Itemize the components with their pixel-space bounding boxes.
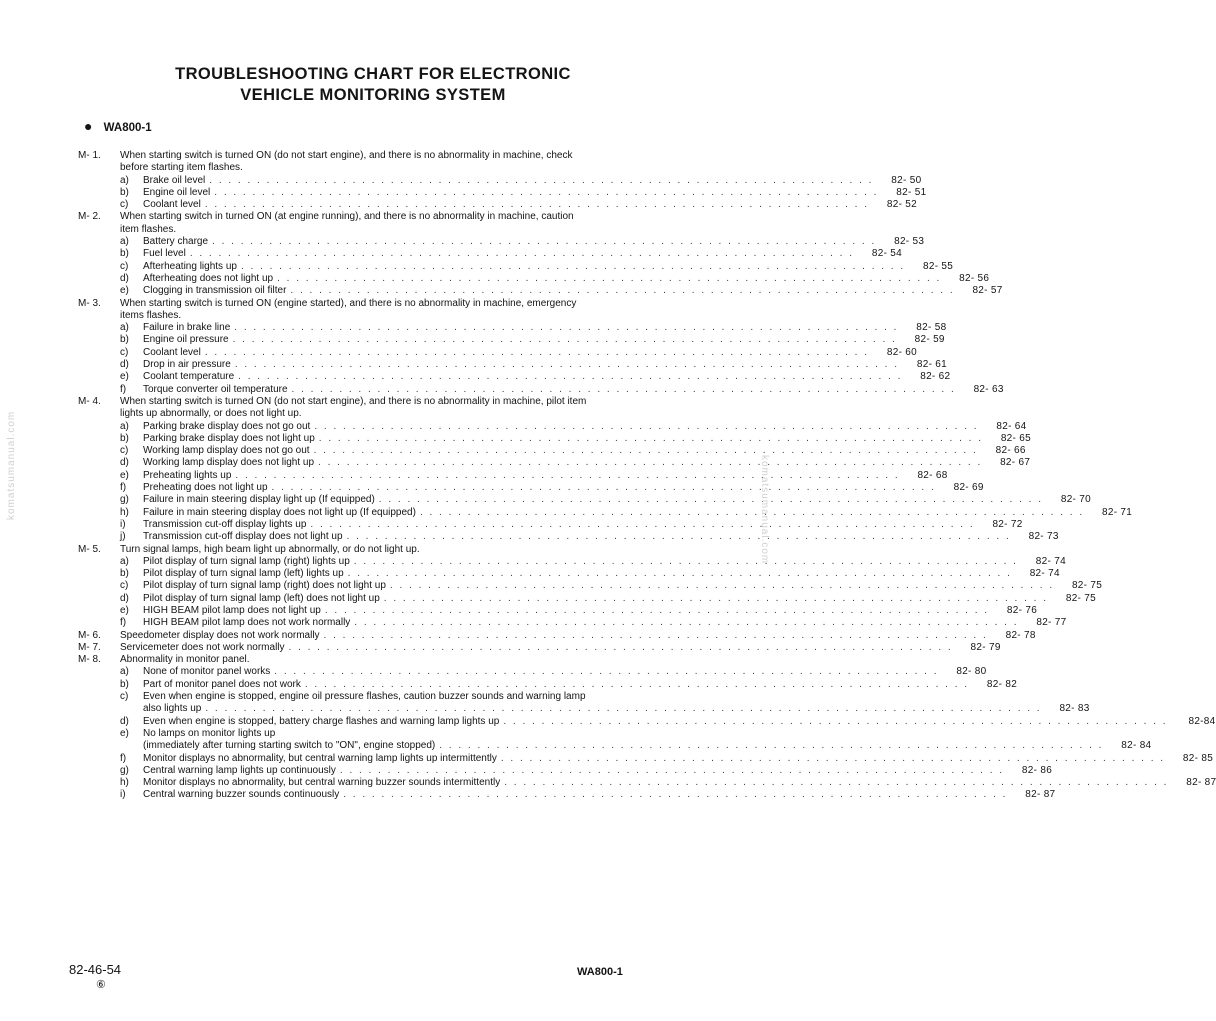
index-entry: a) Pilot display of turn signal lamp (right) lights up . . . . . . . . . . . . . . . . . . . . . . . . . . . . . . . . . . . . . . . . . . . . . . . . . . . . . . . . . . . . . . . . . . . . . . 82- 74 <box>120 555 1066 567</box>
section-heading <box>78 544 668 556</box>
entry-label: Monitor displays no abnormality, but central warning buzzer sounds intermittently <box>143 777 501 789</box>
title-line-1: TROUBLESHOOTING CHART FOR ELECTRONIC <box>175 65 571 83</box>
entry-letter: b) <box>120 568 129 580</box>
entry-letter: c) <box>120 346 129 358</box>
entry-letter: h) <box>120 777 129 789</box>
section-heading <box>78 211 668 236</box>
entry-label: HIGH BEAM pilot lamp does not light up <box>143 604 321 616</box>
index-entry: i) Transmission cut-off display lights up . . . . . . . . . . . . . . . . . . . . . . . . . . . . . . . . . . . . . . . . . . . . . . . . . . . . . . . . . . . . . . . . . . . . . . 82- 72 <box>120 518 1023 530</box>
entry-page: 82- 75 <box>1071 580 1103 592</box>
section-text: When starting switch is turned ON (engine started), and there is no abnormality in machine, emergency items flashes. <box>120 297 577 321</box>
entry-label: Preheating does not light up <box>143 482 268 494</box>
entry-letter: b) <box>120 678 129 690</box>
entry-letter: f) <box>120 617 127 629</box>
footer-page-number: 82-46-54 <box>69 962 122 977</box>
section-code: M- 5. <box>78 543 101 555</box>
entry-page: 82- 86 <box>1021 764 1053 776</box>
index-entry: a) Parking brake display does not go out . . . . . . . . . . . . . . . . . . . . . . . . . . . . . . . . . . . . . . . . . . . . . . . . . . . . . . . . . . . . . . . . . . . . . . 82- 64 <box>120 420 1027 432</box>
entry-page: 82- 61 <box>916 359 947 371</box>
entry-label: Fuel level <box>143 248 186 260</box>
entry-letter: e) <box>120 285 129 297</box>
entry-label: Coolant level <box>143 199 201 211</box>
entry-letter: i) <box>120 518 126 530</box>
section-code: M- 3. <box>78 297 101 309</box>
entry-letter: e) <box>120 469 129 481</box>
section-text: Turn signal lamps, high beam light up abnormally, or do not light up. <box>120 543 420 555</box>
entry-letter: e) <box>120 371 129 383</box>
entry-label: Pilot display of turn signal lamp (left) lights up <box>143 568 344 580</box>
index-entry: b) Fuel level . . . . . . . . . . . . . . . . . . . . . . . . . . . . . . . . . . . . . . . . . . . . . . . . . . . . . . . . . . . . . . . . . . . . . . 82- 54 <box>120 248 902 260</box>
index-entry: e) HIGH BEAM pilot lamp does not light up . . . . . . . . . . . . . . . . . . . . . . . . . . . . . . . . . . . . . . . . . . . . . . . . . . . . . . . . . . . . . . . . . . . . . . 82- 76 <box>120 604 1038 616</box>
entry-label: Drop in air pressure <box>143 359 231 371</box>
index-entry: d) Pilot display of turn signal lamp (left) does not light up . . . . . . . . . . . . . . . . . . . . . . . . . . . . . . . . . . . . . . . . . . . . . . . . . . . . . . . . . . . . . . . . . . . . . . 82- 75 <box>120 592 1096 604</box>
section-code: M- 4. <box>78 395 101 407</box>
entry-label: Working lamp display does not go out <box>143 445 310 457</box>
entry-letter: a) <box>120 555 129 567</box>
entry-letter: c) <box>120 199 129 211</box>
entry-page: 82- 76 <box>1006 604 1038 616</box>
entry-label: Failure in main steering display does not light up (If equipped) <box>143 506 416 518</box>
entry-label: Even when engine is stopped, battery charge flashes and warning lamp lights up <box>143 715 500 727</box>
entry-letter: i) <box>120 789 126 801</box>
section-code: M- 6. <box>78 629 101 641</box>
index-entry-heading <box>78 691 668 703</box>
entry-label: Engine oil level <box>143 186 211 198</box>
entry-label: Pilot display of turn signal lamp (right) lights up <box>143 555 350 567</box>
entry-page: 82- 82 <box>986 678 1018 690</box>
entry-label: Monitor displays no abnormality, but central warning lamp lights up intermittently <box>143 752 497 764</box>
entry-letter: a) <box>120 174 129 186</box>
entry-label: Central warning buzzer sounds continuously <box>143 789 340 801</box>
entry-letter: c) <box>120 445 129 457</box>
entry-page: 82- 70 <box>1060 494 1091 506</box>
index-entry: a) Brake oil level . . . . . . . . . . . . . . . . . . . . . . . . . . . . . . . . . . . . . . . . . . . . . . . . . . . . . . . . . . . . . . . . . . . . . . 82- 50 <box>120 174 922 186</box>
entry-page: 82- 68 <box>917 469 948 481</box>
entry-page: 82-84 <box>1188 715 1216 727</box>
entry-letter: d) <box>120 715 129 727</box>
section-text: When starting switch is turned ON (do not start engine), and there is no abnormality in machine, pilot item <box>120 395 587 407</box>
entry-page: 82- 78 <box>1005 629 1036 641</box>
entry-label: Transmission cut-off display does not light up <box>143 531 343 543</box>
index-entry: g) Failure in main steering display light up (If equipped) . . . . . . . . . . . . . . . . . . . . . . . . . . . . . . . . . . . . . . . . . . . . . . . . . . . . . . . . . . . . . . . . . . . . . . 82- 70 <box>120 494 1091 506</box>
section-text-continued: lights up abnormally, or does not light up. <box>120 408 302 420</box>
section-code: M- 8. <box>78 654 101 666</box>
entry-letter: f) <box>120 383 127 395</box>
entry-page: 82- 52 <box>886 199 917 211</box>
index-entry: a) None of monitor panel works . . . . . . . . . . . . . . . . . . . . . . . . . . . . . . . . . . . . . . . . . . . . . . . . . . . . . . . . . . . . . . . . . . . . . . 82- 80 <box>120 666 987 678</box>
entry-label: Parking brake display does not light up <box>143 432 315 444</box>
index-entry-heading <box>78 728 668 740</box>
watermark-right: komatsumanual.com <box>759 455 770 565</box>
entry-letter: c) <box>120 260 129 272</box>
index-entry: d) Drop in air pressure . . . . . . . . . . . . . . . . . . . . . . . . . . . . . . . . . . . . . . . . . . . . . . . . . . . . . . . . . . . . . . . . . . . . . . 82- 61 <box>120 359 947 371</box>
entry-page: 82- 58 <box>916 322 947 334</box>
index-entry: b) Part of monitor panel does not work . . . . . . . . . . . . . . . . . . . . . . . . . . . . . . . . . . . . . . . . . . . . . . . . . . . . . . . . . . . . . . . . . . . . . . 82- 82 <box>120 678 1018 690</box>
entry-letter: f) <box>120 752 127 764</box>
entry-letter: j) <box>120 531 126 543</box>
entry-label: Central warning lamp lights up continuously <box>143 764 336 776</box>
index-entry: b) Parking brake display does not light up . . . . . . . . . . . . . . . . . . . . . . . . . . . . . . . . . . . . . . . . . . . . . . . . . . . . . . . . . . . . . . . . . . . . . . 82- 65 <box>120 432 1031 444</box>
entry-page: 82- 84 <box>1121 740 1152 752</box>
model-tag <box>84 118 152 134</box>
entry-letter: g) <box>120 494 129 506</box>
entry-page: 82- 54 <box>871 248 902 260</box>
index-entry: f) HIGH BEAM pilot lamp does not work normally . . . . . . . . . . . . . . . . . . . . . . . . . . . . . . . . . . . . . . . . . . . . . . . . . . . . . . . . . . . . . . . . . . . . . . 82- 77 <box>120 617 1067 629</box>
entry-page: 82- 51 <box>896 186 927 198</box>
entry-label: Working lamp display does not light up <box>143 457 315 469</box>
entry-letter: d) <box>120 359 129 371</box>
entry-label: Coolant level <box>143 346 201 358</box>
entry-label: No lamps on monitor lights up <box>143 727 276 739</box>
entry-letter: c) <box>120 691 129 703</box>
watermark-left: komatsumanual.com <box>6 410 17 520</box>
section-heading <box>78 150 668 175</box>
entry-label: Battery charge <box>143 236 209 248</box>
index-entry: c) Coolant level . . . . . . . . . . . . . . . . . . . . . . . . . . . . . . . . . . . . . . . . . . . . . . . . . . . . . . . . . . . . . . . . . . . . . . 82- 52 <box>120 199 917 211</box>
section-code: M- 2. <box>78 211 101 223</box>
entry-label-continued: also lights up <box>143 703 202 715</box>
entry-label: Pilot display of turn signal lamp (right) does not light up <box>143 580 386 592</box>
index-entry: i) Central warning buzzer sounds continuously . . . . . . . . . . . . . . . . . . . . . . . . . . . . . . . . . . . . . . . . . . . . . . . . . . . . . . . . . . . . . . . . . . . . . . 82- 87 <box>120 789 1056 801</box>
entry-page: 82- 74 <box>1035 555 1066 567</box>
index-entry: c) Pilot display of turn signal lamp (right) does not light up . . . . . . . . . . . . . . . . . . . . . . . . . . . . . . . . . . . . . . . . . . . . . . . . . . . . . . . . . . . . . . . . . . . . . . 82- 75 <box>120 580 1103 592</box>
entry-letter: b) <box>120 432 129 444</box>
entry-page: 82- 66 <box>995 445 1026 457</box>
entry-page: 82- 83 <box>1059 703 1090 715</box>
entry-label: Servicemeter does not work normally <box>120 641 285 653</box>
index-entry: e) Clogging in transmission oil filter . . . . . . . . . . . . . . . . . . . . . . . . . . . . . . . . . . . . . . . . . . . . . . . . . . . . . . . . . . . . . . . . . . . . . . 82- 57 <box>120 285 1003 297</box>
section-text: Abnormality in monitor panel. <box>120 654 250 666</box>
index-entry: e) Coolant temperature . . . . . . . . . . . . . . . . . . . . . . . . . . . . . . . . . . . . . . . . . . . . . . . . . . . . . . . . . . . . . . . . . . . . . . 82- 62 <box>120 371 951 383</box>
entry-letter: b) <box>120 186 129 198</box>
entry-page: 82- 71 <box>1101 506 1133 518</box>
index-entry: c) Coolant level . . . . . . . . . . . . . . . . . . . . . . . . . . . . . . . . . . . . . . . . . . . . . . . . . . . . . . . . . . . . . . . . . . . . . . 82- 60 <box>120 346 917 358</box>
index-entry: h) Monitor displays no abnormality, but central warning buzzer sounds intermittently . . . . . . . . . . . . . . . . . . . . . . . . . . . . . . . . . . . . . . . . . . . . . . . . . . . . . . . . . . . . . . . . . . . . . . 82- 87 <box>120 777 1216 789</box>
entry-label: Failure in main steering display light up (If equipped) <box>143 494 375 506</box>
entry-label: Pilot display of turn signal lamp (left) does not light up <box>143 592 380 604</box>
entry-page: 82- 53 <box>894 236 925 248</box>
entry-page: 82- 56 <box>959 272 990 284</box>
entry-page: 82- 65 <box>1000 432 1031 444</box>
index-entry: c) Working lamp display does not go out . . . . . . . . . . . . . . . . . . . . . . . . . . . . . . . . . . . . . . . . . . . . . . . . . . . . . . . . . . . . . . . . . . . . . . 82- 66 <box>120 445 1026 457</box>
index-entry: (immediately after turning starting switch to "ON", engine stopped) . . . . . . . . . . . . . . . . . . . . . . . . . . . . . . . . . . . . . . . . . . . . . . . . . . . . . . . . . . . . . . . . . . . . . . 82- 84 <box>143 740 1152 752</box>
entry-page: 82- 63 <box>973 383 1004 395</box>
entry-label: Parking brake display does not go out <box>143 420 311 432</box>
entry-page: 82- 74 <box>1029 568 1060 580</box>
index-entry: c) Afterheating lights up . . . . . . . . . . . . . . . . . . . . . . . . . . . . . . . . . . . . . . . . . . . . . . . . . . . . . . . . . . . . . . . . . . . . . . 82- 55 <box>120 260 954 272</box>
entry-page: 82- 60 <box>886 346 917 358</box>
index-entry: b) Engine oil level . . . . . . . . . . . . . . . . . . . . . . . . . . . . . . . . . . . . . . . . . . . . . . . . . . . . . . . . . . . . . . . . . . . . . . 82- 51 <box>120 186 927 198</box>
entry-label: Preheating lights up <box>143 469 232 481</box>
entry-page: 82- 59 <box>914 334 945 346</box>
footer-model: WA800-1 <box>577 966 623 978</box>
entry-page: 82- 69 <box>953 482 984 494</box>
entry-page: 82- 87 <box>1186 777 1216 789</box>
entry-letter: c) <box>120 580 129 592</box>
section-code: M- 1. <box>78 150 101 161</box>
entry-page: 82- 77 <box>1036 617 1067 629</box>
entry-page: 82- 80 <box>956 666 987 678</box>
section-text: When starting switch is turned ON (do not start engine), and there is no abnormality in machine, check before starting item flashes. <box>120 150 573 174</box>
index-entry: M- 7. Servicemeter does not work normally . . . . . . . . . . . . . . . . . . . . . . . . . . . . . . . . . . . . . . . . . . . . . . . . . . . . . . . . . . . . . . . . . . . . . . 82- 79 <box>78 641 1001 653</box>
index-entry: d) Even when engine is stopped, battery charge flashes and warning lamp lights up . . . . . . . . . . . . . . . . . . . . . . . . . . . . . . . . . . . . . . . . . . . . . . . . . . . . . . . . . . . . . . . . . . . . . . 82-84 <box>120 715 1216 727</box>
entry-letter: a) <box>120 322 129 334</box>
entry-label: Transmission cut-off display lights up <box>143 518 307 530</box>
entry-page: 82- 79 <box>970 641 1001 653</box>
entry-page: 82- 75 <box>1065 592 1096 604</box>
index-entry: b) Pilot display of turn signal lamp (left) lights up . . . . . . . . . . . . . . . . . . . . . . . . . . . . . . . . . . . . . . . . . . . . . . . . . . . . . . . . . . . . . . . . . . . . . . 82- 74 <box>120 568 1060 580</box>
entry-label: Failure in brake line <box>143 322 231 334</box>
index-entry: also lights up . . . . . . . . . . . . . . . . . . . . . . . . . . . . . . . . . . . . . . . . . . . . . . . . . . . . . . . . . . . . . . . . . . . . . . . . . . . . . . . . . . . . . . . . 82- 83 <box>143 703 1090 715</box>
bullet-icon: ● <box>84 118 93 134</box>
entry-label: Speedometer display does not work normally <box>120 629 320 641</box>
entry-letter: h) <box>120 506 129 518</box>
entry-label: None of monitor panel works <box>143 666 271 678</box>
section-heading <box>78 654 668 666</box>
page-title <box>0 64 746 106</box>
entry-label: Even when engine is stopped, engine oil pressure flashes, caution buzzer sounds and warning lamp <box>143 691 586 703</box>
entry-page: 82- 72 <box>992 518 1023 530</box>
entry-label: Engine oil pressure <box>143 334 229 346</box>
entry-label: Coolant temperature <box>143 371 235 383</box>
entry-label: Clogging in transmission oil filter <box>143 285 287 297</box>
entry-page: 82- 50 <box>891 174 922 186</box>
entry-letter: a) <box>120 420 129 432</box>
entry-letter: e) <box>120 727 129 739</box>
entry-letter: a) <box>120 666 129 678</box>
entry-letter: d) <box>120 592 129 604</box>
entry-label-continued: (immediately after turning starting switch to "ON", engine stopped) <box>143 740 436 752</box>
index-entry: j) Transmission cut-off display does not light up . . . . . . . . . . . . . . . . . . . . . . . . . . . . . . . . . . . . . . . . . . . . . . . . . . . . . . . . . . . . . . . . . . . . . . 82- 73 <box>120 531 1059 543</box>
entry-page: 82- 64 <box>996 420 1027 432</box>
index-entry: M- 6. Speedometer display does not work normally . . . . . . . . . . . . . . . . . . . . . . . . . . . . . . . . . . . . . . . . . . . . . . . . . . . . . . . . . . . . . . . . . . . . . . 82- 78 <box>78 629 1036 641</box>
index-entry: f) Preheating does not light up . . . . . . . . . . . . . . . . . . . . . . . . . . . . . . . . . . . . . . . . . . . . . . . . . . . . . . . . . . . . . . . . . . . . . . 82- 69 <box>120 482 984 494</box>
entry-letter: e) <box>120 604 129 616</box>
entry-label: HIGH BEAM pilot lamp does not work normally <box>143 617 351 629</box>
entry-page: 82- 62 <box>920 371 951 383</box>
entry-page: 82- 87 <box>1025 789 1056 801</box>
index-entry: h) Failure in main steering display does not light up (If equipped) . . . . . . . . . . . . . . . . . . . . . . . . . . . . . . . . . . . . . . . . . . . . . . . . . . . . . . . . . . . . . . . . . . . . . . 82- 71 <box>120 506 1133 518</box>
entry-letter: f) <box>120 482 127 494</box>
entry-page: 82- 67 <box>1000 457 1031 469</box>
entry-letter: b) <box>120 248 129 260</box>
index-entry: b) Engine oil pressure . . . . . . . . . . . . . . . . . . . . . . . . . . . . . . . . . . . . . . . . . . . . . . . . . . . . . . . . . . . . . . . . . . . . . . 82- 59 <box>120 334 945 346</box>
index-entry: g) Central warning lamp lights up continuously . . . . . . . . . . . . . . . . . . . . . . . . . . . . . . . . . . . . . . . . . . . . . . . . . . . . . . . . . . . . . . . . . . . . . . 82- 86 <box>120 764 1053 776</box>
index-entry: a) Battery charge . . . . . . . . . . . . . . . . . . . . . . . . . . . . . . . . . . . . . . . . . . . . . . . . . . . . . . . . . . . . . . . . . . . . . . 82- 53 <box>120 236 925 248</box>
index-entry: f) Monitor displays no abnormality, but central warning lamp lights up intermittently . . . . . . . . . . . . . . . . . . . . . . . . . . . . . . . . . . . . . . . . . . . . . . . . . . . . . . . . . . . . . . . . . . . . . . 82- 85 <box>120 752 1214 764</box>
index-entry: d) Afterheating does not light up . . . . . . . . . . . . . . . . . . . . . . . . . . . . . . . . . . . . . . . . . . . . . . . . . . . . . . . . . . . . . . . . . . . . . . 82- 56 <box>120 272 990 284</box>
section-text: When starting switch in turned ON (at engine running), and there is no abnormality in machine, caution item flashes. <box>120 211 574 235</box>
entry-label: Afterheating lights up <box>143 260 237 272</box>
entry-letter: g) <box>120 764 129 776</box>
entry-label: Part of monitor panel does not work <box>143 678 301 690</box>
entry-page: 82- 73 <box>1028 531 1059 543</box>
entry-letter: b) <box>120 334 129 346</box>
entry-letter: a) <box>120 236 129 248</box>
entry-letter: d) <box>120 457 129 469</box>
index-entry: e) Preheating lights up . . . . . . . . . . . . . . . . . . . . . . . . . . . . . . . . . . . . . . . . . . . . . . . . . . . . . . . . . . . . . . . . . . . . . . 82- 68 <box>120 469 948 481</box>
entry-page: 82- 57 <box>972 285 1003 297</box>
title-line-2: VEHICLE MONITORING SYSTEM <box>240 86 506 104</box>
index-entry: f) Torque converter oil temperature . . . . . . . . . . . . . . . . . . . . . . . . . . . . . . . . . . . . . . . . . . . . . . . . . . . . . . . . . . . . . . . . . . . . . . 82- 63 <box>120 383 1004 395</box>
section-heading <box>78 396 668 408</box>
footer-revision-mark: ⑥ <box>96 979 106 991</box>
model-tag-text: WA800-1 <box>103 122 152 134</box>
entry-page: 82- 55 <box>922 260 954 272</box>
index-entry: d) Working lamp display does not light up . . . . . . . . . . . . . . . . . . . . . . . . . . . . . . . . . . . . . . . . . . . . . . . . . . . . . . . . . . . . . . . . . . . . . . 82- 67 <box>120 457 1031 469</box>
section-code: M- 7. <box>78 641 101 653</box>
entry-label: Brake oil level <box>143 174 206 186</box>
entry-label: Torque converter oil temperature <box>143 383 288 395</box>
entry-letter: d) <box>120 272 129 284</box>
index-entry: a) Failure in brake line . . . . . . . . . . . . . . . . . . . . . . . . . . . . . . . . . . . . . . . . . . . . . . . . . . . . . . . . . . . . . . . . . . . . . . 82- 58 <box>120 322 947 334</box>
section-heading <box>78 298 668 323</box>
entry-page: 82- 85 <box>1182 752 1214 764</box>
entry-label: Afterheating does not light up <box>143 272 274 284</box>
